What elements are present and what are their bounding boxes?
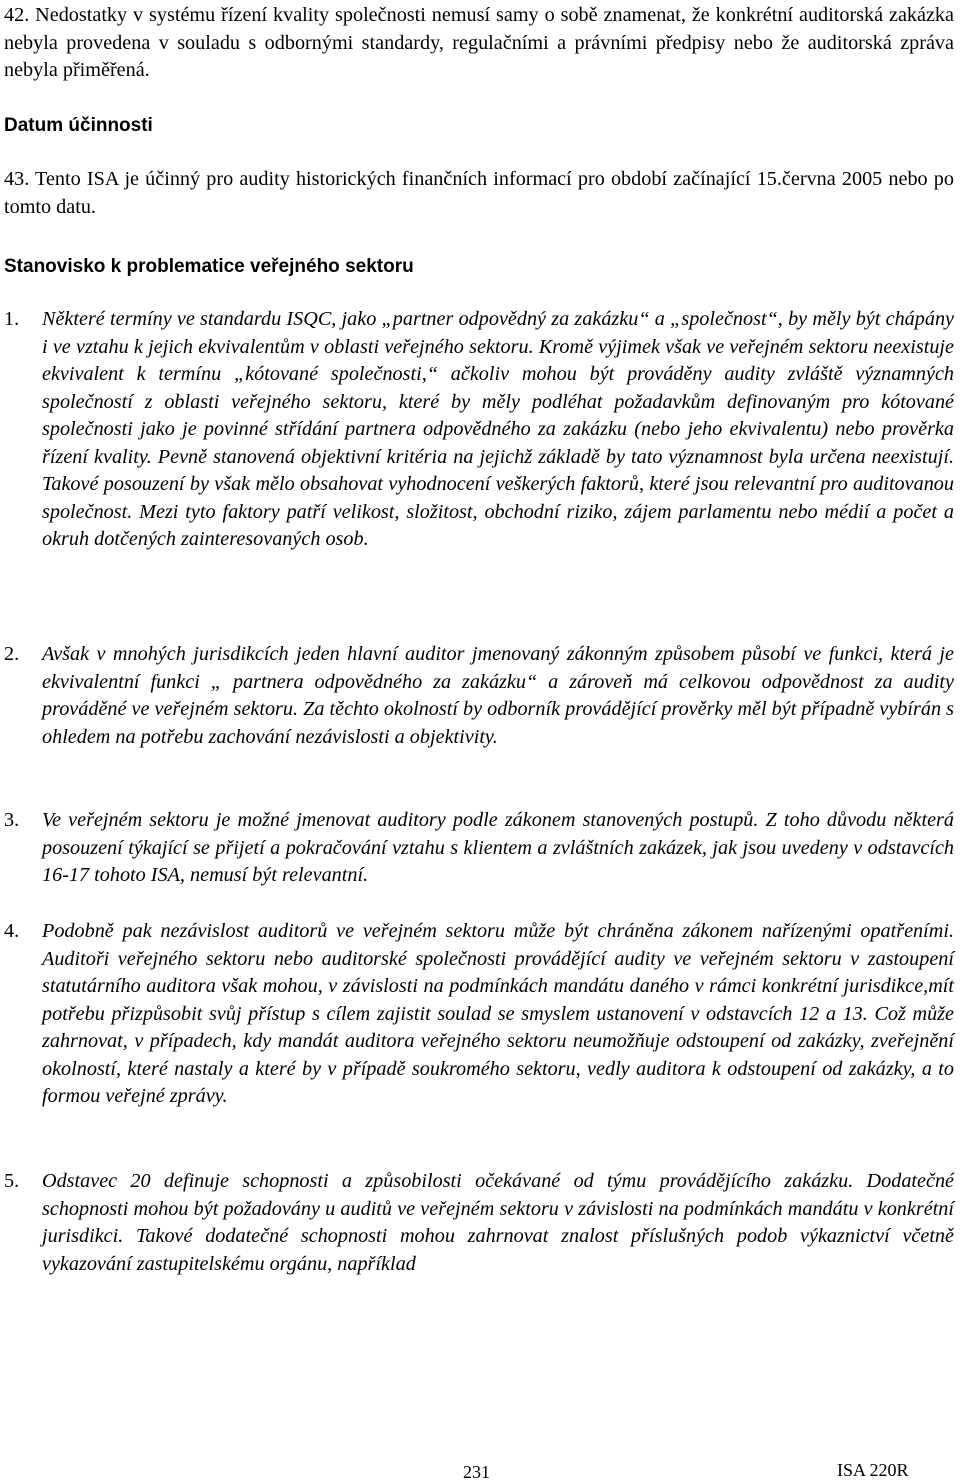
item-text: Avšak v mnohých jurisdikcích jeden hlavní auditor jmenovaný zákonným způsobem působí ve funkci, která je ekvivalentní funkci „ partnera odpovědného za zakázku“ a zároveň má celkovou odpovědnost za audity prováděné ve veřejném sektoru. Za těchto okolností by odborník provádějící prověrky měl být případně vybírán s ohledem na potřebu zachování nezávislosti a objektivity. xyxy=(42,643,954,748)
item-text: Ve veřejném sektoru je možné jmenovat auditory podle zákonem stanovených postupů. Z toho důvodu některá posouzení týkající se přijetí a pokračování vztahu s klientem a zvláštních zakázek, jak jsou uvedeny v odstavcích 16-17 tohoto ISA, nemusí být relevantní. xyxy=(42,809,954,886)
heading-public-sector: Stanovisko k problematice veřejného sektoru xyxy=(4,256,414,277)
item-segment: Mezi tyto faktory patří velikost, složitost, obchodní riziko, zájem parlamentu nebo médií a počet a okruh dotčených zainteresovaných osob. xyxy=(42,500,954,550)
item-text: Podobně pak nezávislost auditorů ve veřejném sektoru může být chráněna zákonem nařízenými opatřeními. Auditoři veřejného sektoru nebo auditorské společnosti provádějící audity ve veřejném sektoru v zastoupení statutárního auditora však mohou, v závislosti na podmínkách mandátu daného v rámci konkrétní jurisdikce,mít potřebu přizpůsobit svůj přístup s cílem zajistit soulad se smyslem ustanovení v odstavcích 12 a 13. Což může zahrnovat, v případech, kdy mandát auditora veřejného sektoru neumožňuje odstoupení od zakázky, zveřejnění okolností, které nastaly a které by v případě soukromého sektoru, vedly auditora k odstoupení od zakázky, a to formou veřejné zprávy. xyxy=(42,920,954,1107)
item-number: 3. xyxy=(4,809,20,831)
paragraph-42: 42. Nedostatky v systému řízení kvality společnosti nemusí samy o sobě znamenat, že konkrétní auditorská zakázka nebyla provedena v souladu s odbornými standardy, regulačními a právními předpisy nebo že auditorská zpráva nebyla přiměřená. xyxy=(4,4,954,81)
item-text: Odstavec 20 definuje schopnosti a způsobilosti očekávané od týmu provádějícího zakázku. Dodatečné schopnosti mohou být požadovány u auditů ve veřejném sektoru v závislosti na podmínkách mandátu v konkrétní jurisdikci. Takové dodatečné schopnosti mohou zahrnovat znalost příslušných podob výkaznictví včetně vykazování zastupitelskému orgánu, například xyxy=(42,1170,954,1275)
item-segment: Některé termíny ve standardu ISQC, jako „partner odpovědný za zakázku“ a „společnost“, by měly být chápány i ve vztahu k jejich ekvivalentům v oblasti veřejného sektoru. Kromě výjimek však ve veřejném sektoru neexistuje ekvivalent k termínu „kótované společnosti,“ ačkoliv mohou být prováděny audity zvláště významných společností z oblasti veřejného sektoru, které by měly podléhat požadavkům definovaným pro kótované společnosti jako je povinné střídání partnera odpovědného za zakázku (nebo jeho ekvivalentu) nebo prověrka řízení kvality. Pevně stanovená objektivní kritéria na jejichž základě by tato významnost byla určena neexistují. Takové posouzení by však mělo obsahovat vyhodnocení veškerých faktorů, které jsou relevantní pro auditovanou společnost. xyxy=(42,308,954,523)
paragraph-43: 43. Tento ISA je účinný pro audity historických finančních informací pro období začínající 15.června 2005 nebo po tomto datu. xyxy=(4,168,954,218)
public-item-5 xyxy=(4,1168,954,1278)
public-item-3 xyxy=(4,807,954,890)
item-number: 5. xyxy=(4,1170,20,1192)
public-item-4 xyxy=(4,918,954,1111)
heading-effective-date: Datum účinnosti xyxy=(4,115,153,136)
item-number: 2. xyxy=(4,643,20,665)
public-item-1 xyxy=(4,306,954,554)
page-number: 231 xyxy=(463,1462,490,1482)
item-text xyxy=(42,306,954,554)
item-number: 1. xyxy=(4,308,20,330)
item-number: 4. xyxy=(4,920,20,942)
public-item-2 xyxy=(4,641,954,751)
document-reference: ISA 220R xyxy=(837,1460,909,1480)
